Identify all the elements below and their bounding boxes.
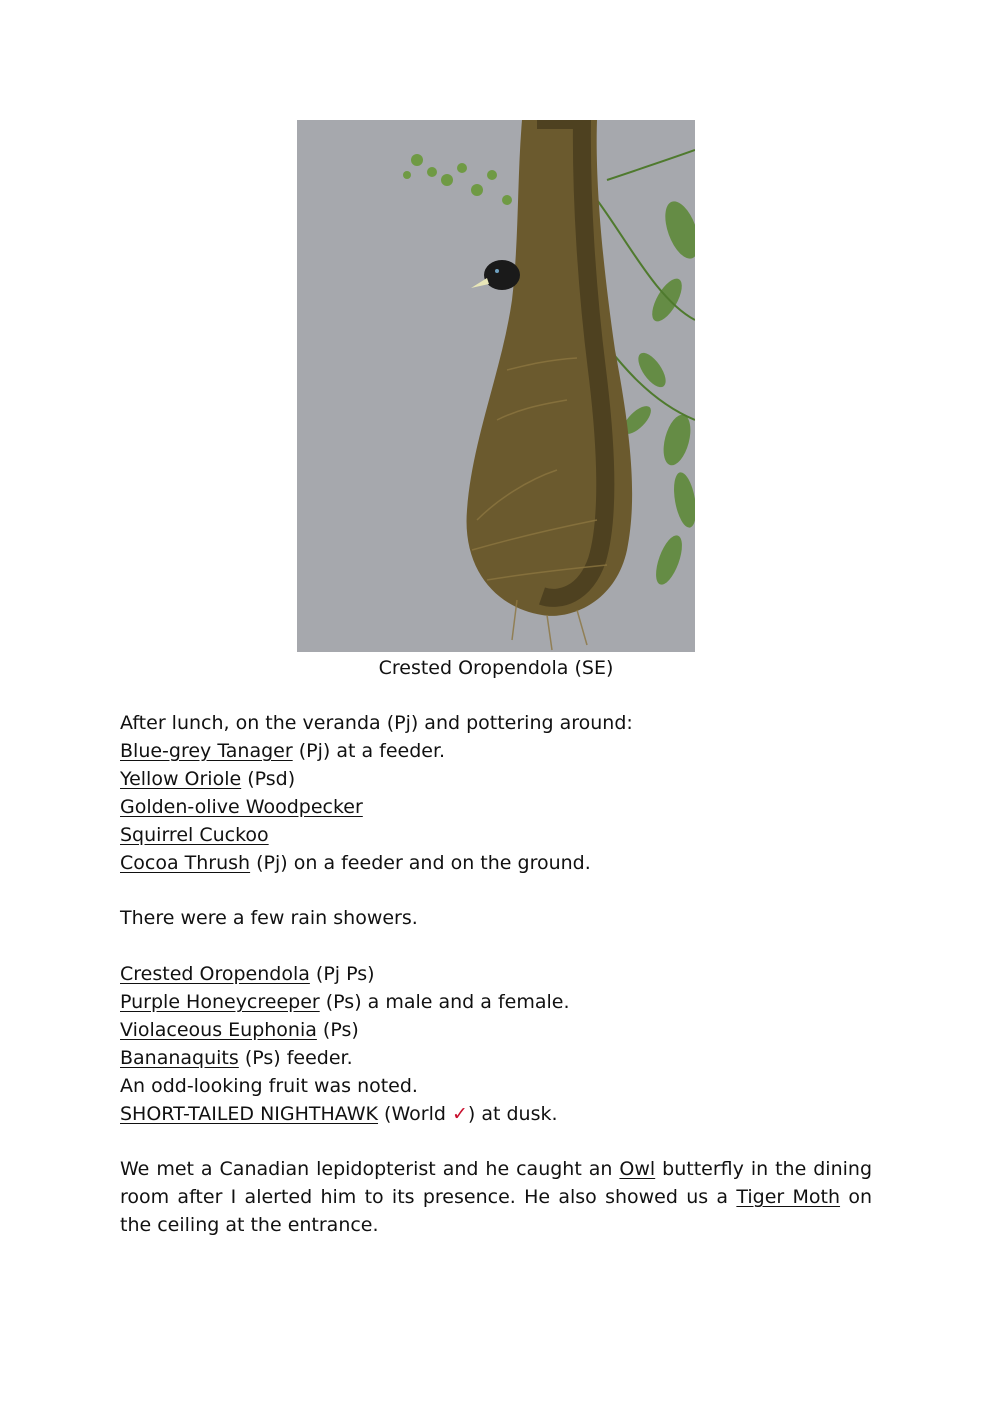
species-name: SHORT-TAILED NIGHTHAWK: [120, 1103, 379, 1125]
sighting-line: [120, 988, 872, 1016]
nest-illustration: [297, 120, 695, 652]
sighting-line: [120, 960, 872, 988]
checkmark-icon: ✓: [451, 1103, 468, 1125]
species-name: Tiger Moth: [736, 1186, 841, 1208]
intro-line: After lunch, on the veranda (Pj) and pottering around:: [120, 712, 633, 734]
sighting-line: [120, 1016, 872, 1044]
species-name: Purple Honeycreeper: [120, 991, 320, 1013]
species-name: Violaceous Euphonia: [120, 1019, 317, 1041]
paragraph-text: on the ceiling at the entrance.: [120, 1186, 872, 1236]
species-note: ) at dusk.: [467, 1103, 558, 1125]
species-name: Golden-olive Woodpecker: [120, 796, 363, 818]
nighthawk-line: [120, 1100, 872, 1128]
species-note: (Ps) a male and a female.: [319, 991, 570, 1013]
species-name: Yellow Oriole: [120, 768, 242, 790]
feeder-sightings: [120, 960, 872, 1128]
species-name: Squirrel Cuckoo: [120, 824, 269, 846]
species-note: (Ps) feeder.: [238, 1047, 353, 1069]
fruit-line: An odd-looking fruit was noted.: [120, 1075, 418, 1097]
photo-caption: Crested Oropendola (SE): [378, 657, 614, 679]
species-note: (Pj Ps): [309, 963, 375, 985]
species-name: Cocoa Thrush: [120, 852, 251, 874]
species-name: Bananaquits: [120, 1047, 239, 1069]
weather-note: [120, 904, 872, 932]
species-note: (Pj) at a feeder.: [292, 740, 446, 762]
sighting-line: [120, 765, 872, 793]
species-name: Blue-grey Tanager: [120, 740, 293, 762]
sighting-line: [120, 793, 872, 821]
oropendola-nest-photo: [297, 120, 695, 652]
sighting-line: [120, 737, 872, 765]
veranda-sightings: [120, 709, 872, 877]
lepidopterist-paragraph: [120, 1155, 872, 1239]
paragraph-text: We met a Canadian lepidopterist and he caught an: [120, 1158, 620, 1180]
species-note: (World: [378, 1103, 452, 1125]
species-name: Owl: [619, 1158, 656, 1180]
sighting-line: [120, 821, 872, 849]
species-name: Crested Oropendola: [120, 963, 310, 985]
species-note: (Psd): [241, 768, 296, 790]
sighting-line: [120, 1044, 872, 1072]
sighting-line: [120, 849, 872, 877]
species-note: (Pj) on a feeder and on the ground.: [250, 852, 591, 874]
species-note: (Ps): [316, 1019, 359, 1041]
weather-line: There were a few rain showers.: [120, 907, 418, 929]
paragraph-text: butterfly in the dining room after I alerted him to its presence. He also showed us a: [120, 1158, 873, 1208]
